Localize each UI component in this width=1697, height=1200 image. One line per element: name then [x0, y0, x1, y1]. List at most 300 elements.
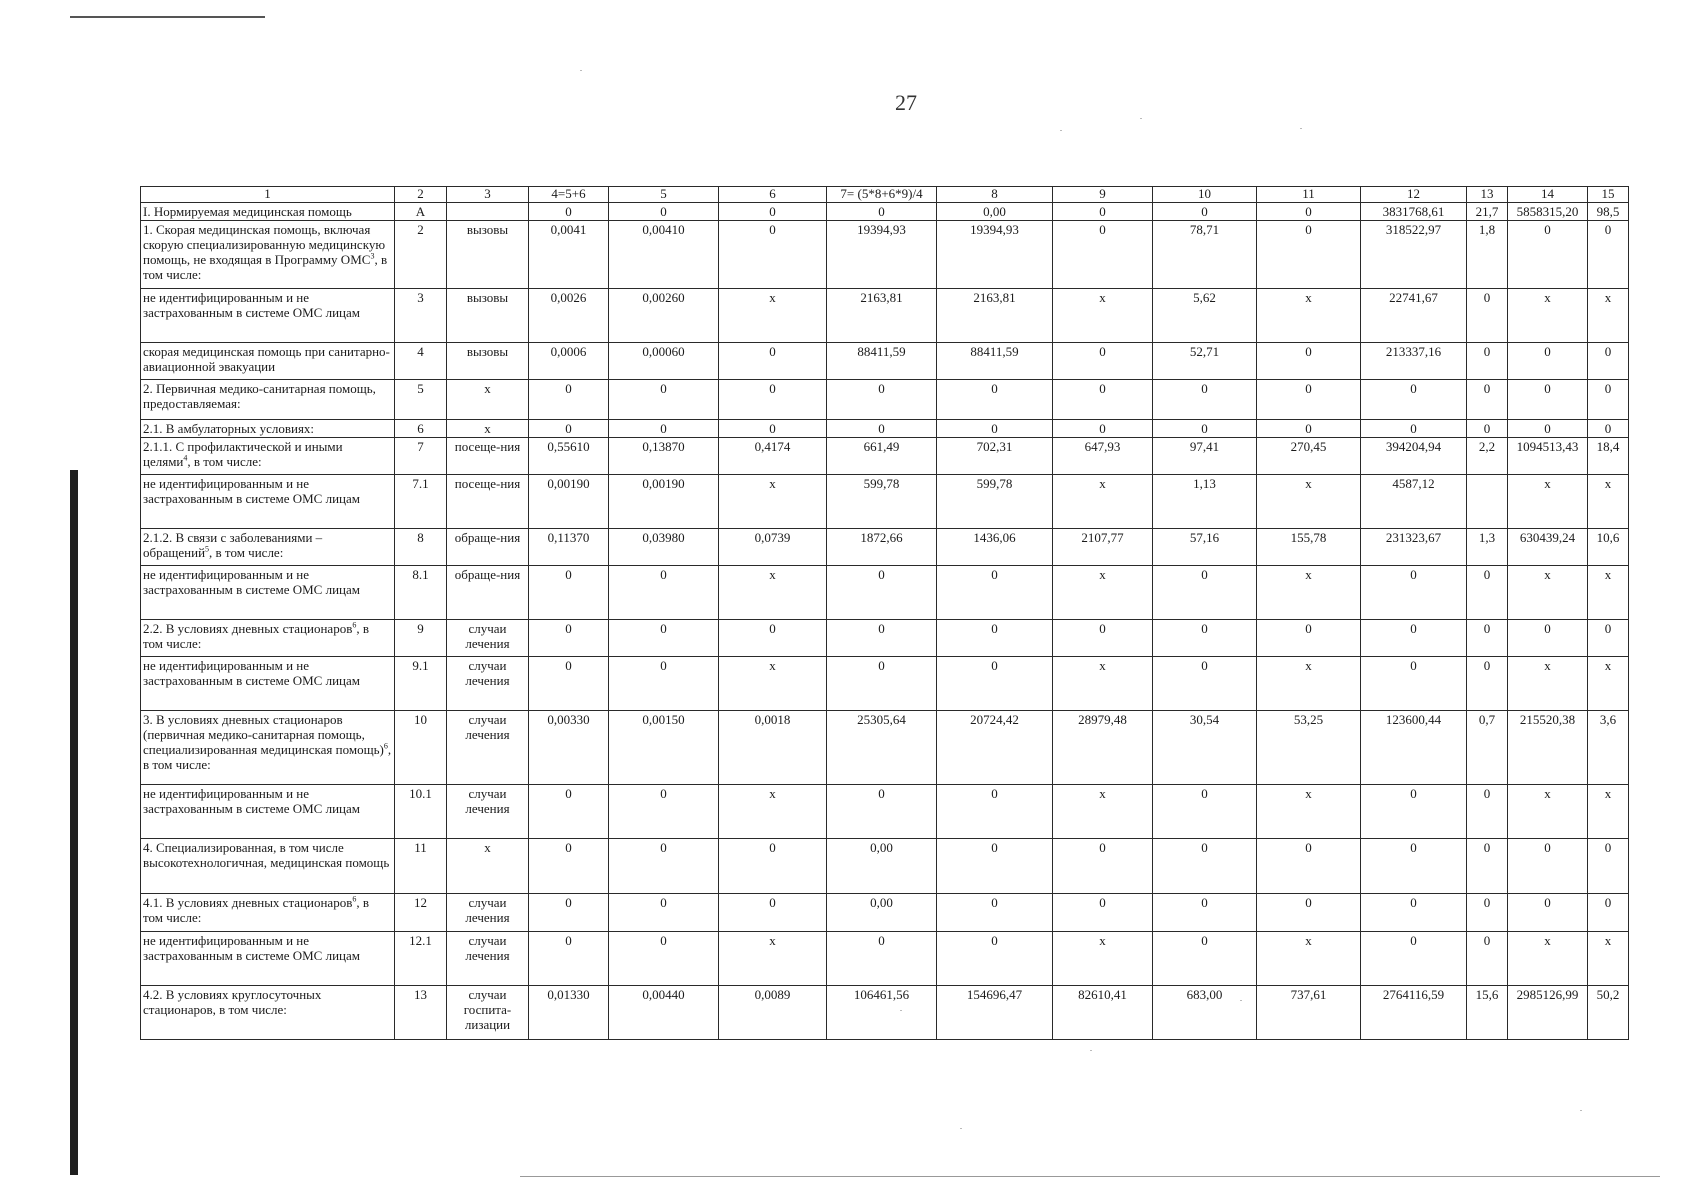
value-cell: 1,13 — [1153, 475, 1257, 529]
value-cell: 0 — [529, 203, 609, 221]
value-cell: x — [1588, 785, 1629, 839]
value-cell: 0 — [827, 657, 937, 711]
value-cell: 0 — [529, 420, 609, 438]
value-cell: x — [719, 475, 827, 529]
value-cell: x — [1588, 475, 1629, 529]
row-label-cell — [141, 566, 395, 620]
value-cell: 0 — [719, 221, 827, 289]
value-cell: 0 — [719, 203, 827, 221]
value-cell: 0 — [937, 620, 1053, 657]
value-cell: 97,41 — [1153, 438, 1257, 475]
value-cell: 154696,47 — [937, 986, 1053, 1040]
value-cell: 22741,67 — [1361, 289, 1467, 343]
value-cell: 0,00 — [937, 203, 1053, 221]
row-label-tail: , в том числе: — [143, 252, 388, 282]
row-code-cell: 13 — [395, 986, 447, 1040]
value-cell: 647,93 — [1053, 438, 1153, 475]
value-cell: 0 — [719, 894, 827, 932]
value-cell: x — [1257, 657, 1361, 711]
value-cell: 0 — [1257, 203, 1361, 221]
row-label-text: не идентифицированным и не застрахованным в системе ОМС лицам — [143, 786, 361, 816]
row-label-text: 4.2. В условиях круглосуточных стационаров, в том числе: — [143, 987, 322, 1017]
value-cell: x — [1508, 475, 1588, 529]
unit-cell: вызовы — [447, 221, 529, 289]
column-number-cell: 6 — [719, 187, 827, 203]
value-cell: 270,45 — [1257, 438, 1361, 475]
value-cell: 0,00190 — [609, 475, 719, 529]
value-cell: 0 — [827, 380, 937, 420]
value-cell: 0 — [719, 343, 827, 380]
row-label-text: I. Нормируемая медицинская помощь — [143, 204, 352, 219]
column-number-cell: 14 — [1508, 187, 1588, 203]
footnote-ref: 3 — [370, 251, 375, 261]
value-cell: x — [1053, 657, 1153, 711]
value-cell: x — [1588, 657, 1629, 711]
value-cell: 0 — [609, 420, 719, 438]
value-cell: x — [1257, 475, 1361, 529]
row-label-tail: , в том числе: — [209, 545, 284, 560]
value-cell: 0 — [719, 420, 827, 438]
value-cell: 0,0089 — [719, 986, 827, 1040]
value-cell: 0 — [1588, 894, 1629, 932]
value-cell: 0,7 — [1467, 711, 1508, 785]
value-cell: 0,00440 — [609, 986, 719, 1040]
value-cell: 19394,93 — [937, 221, 1053, 289]
unit-cell: случаи лечения — [447, 711, 529, 785]
value-cell: 19394,93 — [827, 221, 937, 289]
row-code-cell: 3 — [395, 289, 447, 343]
value-cell: x — [1053, 566, 1153, 620]
unit-cell: случаи лечения — [447, 894, 529, 932]
value-cell: 0 — [1257, 620, 1361, 657]
value-cell: 0 — [609, 620, 719, 657]
row-label-text: 2.1.1. С профилактической и иными целями — [143, 439, 343, 469]
table-row — [141, 289, 1629, 343]
value-cell: x — [1257, 289, 1361, 343]
table-row — [141, 475, 1629, 529]
table-row — [141, 566, 1629, 620]
column-number-cell: 2 — [395, 187, 447, 203]
column-number-row — [141, 187, 1629, 203]
value-cell: 215520,38 — [1508, 711, 1588, 785]
table-row — [141, 420, 1629, 438]
row-label-text: 4. Специализированная, в том числе высокотехнологичная, медицинская помощь — [143, 840, 390, 870]
value-cell: x — [1053, 785, 1153, 839]
row-label-text: 1. Скорая медицинская помощь, включая скорую специализированную медицинскую помощь, не входящая в Программу ОМС — [143, 222, 386, 267]
value-cell: 0 — [1257, 221, 1361, 289]
row-label-cell — [141, 289, 395, 343]
row-label-tail: , в том числе: — [143, 895, 369, 925]
row-label-cell — [141, 438, 395, 475]
value-cell: 0,0026 — [529, 289, 609, 343]
value-cell: 78,71 — [1153, 221, 1257, 289]
value-cell: 0,0006 — [529, 343, 609, 380]
value-cell: 599,78 — [937, 475, 1053, 529]
page-number: 27 — [895, 90, 917, 115]
value-cell: 2,2 — [1467, 438, 1508, 475]
value-cell: 0 — [1053, 420, 1153, 438]
value-cell: x — [1588, 289, 1629, 343]
column-number-cell: 10 — [1153, 187, 1257, 203]
value-cell: 0 — [1053, 221, 1153, 289]
unit-cell: случаи лечения — [447, 932, 529, 986]
value-cell: 0 — [1467, 380, 1508, 420]
column-number-cell: 3 — [447, 187, 529, 203]
value-cell: 0 — [1467, 343, 1508, 380]
value-cell: 2985126,99 — [1508, 986, 1588, 1040]
table-row — [141, 894, 1629, 932]
row-code-cell: 12.1 — [395, 932, 447, 986]
value-cell: 0 — [719, 620, 827, 657]
value-cell: 0,55610 — [529, 438, 609, 475]
row-label-text: не идентифицированным и не застрахованным в системе ОМС лицам — [143, 476, 361, 506]
row-label-cell — [141, 657, 395, 711]
row-code-cell: 8.1 — [395, 566, 447, 620]
value-cell: 0 — [827, 932, 937, 986]
value-cell: 0 — [1361, 785, 1467, 839]
value-cell: 0 — [609, 785, 719, 839]
row-label-cell — [141, 620, 395, 657]
value-cell: 0 — [1361, 932, 1467, 986]
value-cell: 0 — [1361, 420, 1467, 438]
value-cell: 21,7 — [1467, 203, 1508, 221]
value-cell: 0 — [827, 203, 937, 221]
value-cell: 0,00330 — [529, 711, 609, 785]
value-cell: 2163,81 — [827, 289, 937, 343]
footnote-ref: 6 — [352, 894, 357, 904]
value-cell: x — [719, 289, 827, 343]
value-cell: 0 — [1467, 420, 1508, 438]
value-cell: 0,00150 — [609, 711, 719, 785]
value-cell: 10,6 — [1588, 529, 1629, 566]
value-cell: x — [1053, 475, 1153, 529]
unit-cell: x — [447, 839, 529, 894]
column-number-cell: 15 — [1588, 187, 1629, 203]
value-cell: 318522,97 — [1361, 221, 1467, 289]
row-code-cell: 10 — [395, 711, 447, 785]
row-label-text: скорая медицинская помощь при санитарно-авиационной эвакуации — [143, 344, 390, 374]
value-cell: 57,16 — [1153, 529, 1257, 566]
row-label-tail: , в том числе: — [187, 454, 262, 469]
row-code-cell: 12 — [395, 894, 447, 932]
data-table-container — [140, 186, 1628, 1040]
value-cell: 123600,44 — [1361, 711, 1467, 785]
row-code-cell: A — [395, 203, 447, 221]
value-cell: 0 — [1361, 620, 1467, 657]
column-number-cell: 11 — [1257, 187, 1361, 203]
value-cell: 0 — [937, 932, 1053, 986]
table-body — [141, 187, 1629, 1040]
value-cell: 5858315,20 — [1508, 203, 1588, 221]
value-cell: 0,0739 — [719, 529, 827, 566]
unit-cell — [447, 203, 529, 221]
value-cell: 0 — [1053, 620, 1153, 657]
value-cell: 599,78 — [827, 475, 937, 529]
value-cell: 0 — [1508, 343, 1588, 380]
row-label-text: не идентифицированным и не застрахованным в системе ОМС лицам — [143, 658, 361, 688]
value-cell: 0 — [1153, 785, 1257, 839]
value-cell: 394204,94 — [1361, 438, 1467, 475]
value-cell: 88411,59 — [827, 343, 937, 380]
value-cell: 0 — [529, 380, 609, 420]
value-cell: x — [1257, 785, 1361, 839]
value-cell: 1436,06 — [937, 529, 1053, 566]
value-cell: 0 — [937, 566, 1053, 620]
value-cell: 0 — [529, 657, 609, 711]
value-cell: 5,62 — [1153, 289, 1257, 343]
value-cell: 702,31 — [937, 438, 1053, 475]
value-cell: 0 — [827, 785, 937, 839]
value-cell: 1,8 — [1467, 221, 1508, 289]
value-cell: 0 — [1467, 566, 1508, 620]
column-number-cell: 5 — [609, 187, 719, 203]
value-cell: 0 — [1508, 221, 1588, 289]
scan-edge-bar — [70, 470, 78, 1175]
row-label-text: не идентифицированным и не застрахованным в системе ОМС лицам — [143, 567, 361, 597]
value-cell: 0,11370 — [529, 529, 609, 566]
value-cell: 2764116,59 — [1361, 986, 1467, 1040]
value-cell: 0,4174 — [719, 438, 827, 475]
table-row — [141, 785, 1629, 839]
value-cell: 737,61 — [1257, 986, 1361, 1040]
value-cell: 82610,41 — [1053, 986, 1153, 1040]
value-cell: 1872,66 — [827, 529, 937, 566]
value-cell — [1467, 475, 1508, 529]
value-cell: 0 — [1467, 289, 1508, 343]
value-cell: 0,00060 — [609, 343, 719, 380]
value-cell: 155,78 — [1257, 529, 1361, 566]
value-cell: 106461,56 — [827, 986, 937, 1040]
value-cell: 0,13870 — [609, 438, 719, 475]
value-cell: 0 — [1588, 620, 1629, 657]
value-cell: 0,00 — [827, 839, 937, 894]
value-cell: 0 — [609, 203, 719, 221]
value-cell: 0 — [1467, 839, 1508, 894]
table-row — [141, 438, 1629, 475]
unit-cell: случаи лечения — [447, 657, 529, 711]
value-cell: 3831768,61 — [1361, 203, 1467, 221]
value-cell: 0,00 — [827, 894, 937, 932]
row-label-cell — [141, 711, 395, 785]
value-cell: 0 — [827, 620, 937, 657]
table-row — [141, 529, 1629, 566]
row-code-cell: 6 — [395, 420, 447, 438]
value-cell: 0,01330 — [529, 986, 609, 1040]
row-label-cell — [141, 529, 395, 566]
value-cell: 231323,67 — [1361, 529, 1467, 566]
unit-cell: обраще-ния — [447, 529, 529, 566]
value-cell: 0 — [1361, 839, 1467, 894]
value-cell: x — [1508, 657, 1588, 711]
row-label-text: 2. Первичная медико-санитарная помощь, предоставляемая: — [143, 381, 376, 411]
value-cell: 0 — [827, 420, 937, 438]
value-cell: 0 — [609, 380, 719, 420]
table-row — [141, 986, 1629, 1040]
row-label-text: 4.1. В условиях дневных стационаров — [143, 895, 353, 910]
value-cell: 0,03980 — [609, 529, 719, 566]
value-cell: 0 — [1257, 420, 1361, 438]
row-label-cell — [141, 839, 395, 894]
value-cell: 0 — [1508, 894, 1588, 932]
value-cell: 0 — [1153, 203, 1257, 221]
row-label-text: не идентифицированным и не застрахованным в системе ОМС лицам — [143, 290, 361, 320]
value-cell: 0 — [719, 380, 827, 420]
value-cell: x — [1508, 566, 1588, 620]
value-cell: 30,54 — [1153, 711, 1257, 785]
value-cell: 4587,12 — [1361, 475, 1467, 529]
table-row — [141, 221, 1629, 289]
value-cell: 0 — [1053, 894, 1153, 932]
footnote-ref: 5 — [205, 544, 210, 554]
row-label-tail: , в том числе: — [143, 621, 369, 651]
unit-cell: вызовы — [447, 343, 529, 380]
table-row — [141, 711, 1629, 785]
value-cell: 0 — [1467, 620, 1508, 657]
row-label-text: 2.1.2. В связи с заболеваниями – обращений — [143, 530, 323, 560]
unit-cell: случаи госпита-лизации — [447, 986, 529, 1040]
value-cell: 0 — [1508, 620, 1588, 657]
value-cell: 0 — [719, 839, 827, 894]
row-code-cell: 2 — [395, 221, 447, 289]
unit-cell: посеще-ния — [447, 438, 529, 475]
value-cell: 0 — [1467, 932, 1508, 986]
value-cell: 0 — [1153, 657, 1257, 711]
row-label-cell — [141, 785, 395, 839]
value-cell: 0 — [609, 932, 719, 986]
row-code-cell: 10.1 — [395, 785, 447, 839]
value-cell: 0,0041 — [529, 221, 609, 289]
table-row — [141, 203, 1629, 221]
value-cell: x — [1257, 566, 1361, 620]
value-cell: x — [1053, 289, 1153, 343]
value-cell: 0 — [1053, 343, 1153, 380]
value-cell: 53,25 — [1257, 711, 1361, 785]
unit-cell: обраще-ния — [447, 566, 529, 620]
table-row — [141, 343, 1629, 380]
value-cell: 0 — [609, 839, 719, 894]
row-label-cell — [141, 343, 395, 380]
value-cell: 0 — [1467, 657, 1508, 711]
value-cell: 0 — [609, 657, 719, 711]
value-cell: 0 — [1153, 894, 1257, 932]
value-cell: 0 — [1053, 380, 1153, 420]
value-cell: 0 — [1053, 839, 1153, 894]
unit-cell: случаи лечения — [447, 785, 529, 839]
value-cell: 0 — [609, 894, 719, 932]
value-cell: x — [1508, 289, 1588, 343]
footnote-ref: 6 — [383, 741, 388, 751]
value-cell: 1094513,43 — [1508, 438, 1588, 475]
value-cell: 1,3 — [1467, 529, 1508, 566]
column-number-cell: 4=5+6 — [529, 187, 609, 203]
value-cell: 0 — [529, 894, 609, 932]
value-cell: 3,6 — [1588, 711, 1629, 785]
row-label-tail: , в том числе: — [143, 742, 392, 772]
value-cell: 0 — [529, 839, 609, 894]
table-row — [141, 620, 1629, 657]
value-cell: 0 — [1257, 380, 1361, 420]
value-cell: 28979,48 — [1053, 711, 1153, 785]
value-cell: 0 — [1508, 420, 1588, 438]
row-label-cell — [141, 420, 395, 438]
row-label-text: 2.1. В амбулаторных условиях: — [143, 421, 315, 436]
value-cell: 20724,42 — [937, 711, 1053, 785]
value-cell: 0 — [1588, 380, 1629, 420]
table-row — [141, 380, 1629, 420]
value-cell: 0 — [1361, 657, 1467, 711]
value-cell: 0 — [1257, 343, 1361, 380]
value-cell: 0 — [1361, 566, 1467, 620]
value-cell: x — [719, 932, 827, 986]
value-cell: 0 — [937, 839, 1053, 894]
value-cell: 0 — [937, 380, 1053, 420]
value-cell: 0 — [1153, 839, 1257, 894]
row-label-cell — [141, 986, 395, 1040]
table-row — [141, 657, 1629, 711]
row-label-cell — [141, 221, 395, 289]
table-row — [141, 839, 1629, 894]
value-cell: 0 — [529, 620, 609, 657]
value-cell: x — [1053, 932, 1153, 986]
unit-cell: x — [447, 420, 529, 438]
value-cell: 0 — [1153, 932, 1257, 986]
value-cell: x — [1588, 932, 1629, 986]
value-cell: 0 — [1588, 221, 1629, 289]
row-label-text: не идентифицированным и не застрахованным в системе ОМС лицам — [143, 933, 361, 963]
value-cell: x — [1588, 566, 1629, 620]
value-cell: 18,4 — [1588, 438, 1629, 475]
unit-cell: x — [447, 380, 529, 420]
column-number-cell: 7= (5*8+6*9)/4 — [827, 187, 937, 203]
value-cell: x — [719, 785, 827, 839]
value-cell: 0 — [609, 566, 719, 620]
value-cell: 0 — [1467, 894, 1508, 932]
unit-cell: вызовы — [447, 289, 529, 343]
bottom-rule — [520, 1176, 1660, 1177]
value-cell: x — [1508, 785, 1588, 839]
value-cell: 2107,77 — [1053, 529, 1153, 566]
value-cell: 0 — [1153, 620, 1257, 657]
row-code-cell: 9 — [395, 620, 447, 657]
row-code-cell: 4 — [395, 343, 447, 380]
footnote-ref: 6 — [352, 620, 357, 630]
value-cell: x — [1257, 932, 1361, 986]
unit-cell: посеще-ния — [447, 475, 529, 529]
row-label-cell — [141, 475, 395, 529]
value-cell: 661,49 — [827, 438, 937, 475]
row-label-cell — [141, 894, 395, 932]
value-cell: 0,00190 — [529, 475, 609, 529]
value-cell: 0 — [1153, 420, 1257, 438]
value-cell: 0 — [529, 785, 609, 839]
column-number-cell: 8 — [937, 187, 1053, 203]
value-cell: 0 — [1153, 380, 1257, 420]
row-code-cell: 11 — [395, 839, 447, 894]
value-cell: 50,2 — [1588, 986, 1629, 1040]
value-cell: 0 — [1467, 785, 1508, 839]
row-code-cell: 9.1 — [395, 657, 447, 711]
value-cell: x — [719, 657, 827, 711]
value-cell: 98,5 — [1588, 203, 1629, 221]
value-cell: 0 — [1361, 380, 1467, 420]
row-label-cell — [141, 203, 395, 221]
value-cell: 0 — [937, 420, 1053, 438]
row-label-text: 2.2. В условиях дневных стационаров — [143, 621, 353, 636]
value-cell: 52,71 — [1153, 343, 1257, 380]
footnote-ref: 4 — [183, 453, 188, 463]
value-cell: 213337,16 — [1361, 343, 1467, 380]
row-code-cell: 7 — [395, 438, 447, 475]
